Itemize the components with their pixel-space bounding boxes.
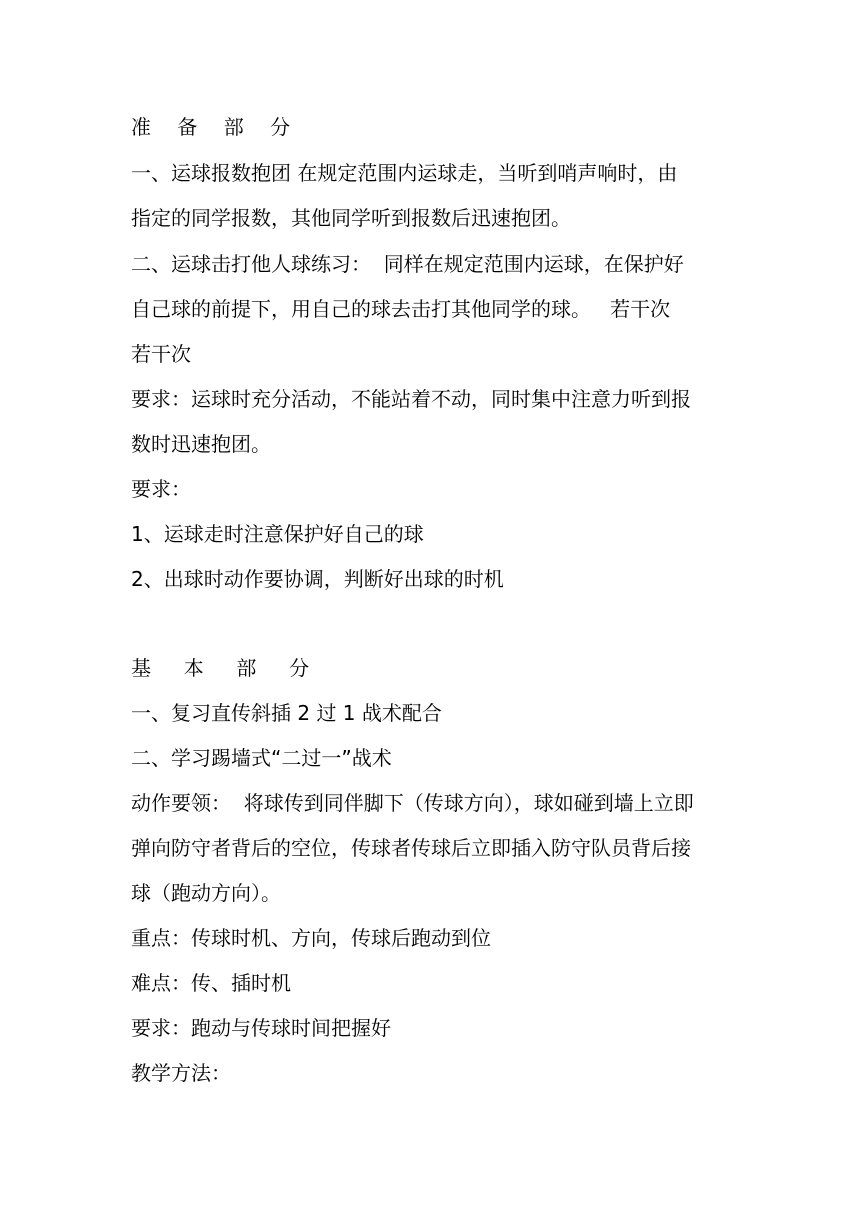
paragraph-line: 难点：传、插时机 xyxy=(131,971,291,995)
paragraph-line: 重点：传球时机、方向，传球后跑动到位 xyxy=(131,926,491,950)
paragraph-line: 指定的同学报数，其他同学听到报数后迅速抱团。 xyxy=(131,206,571,230)
paragraph-line: 弹向防守者背后的空位，传球者传球后立即插入防守队员背后接 xyxy=(131,836,691,860)
paragraph-line: 要求：运球时充分活动，不能站着不动，同时集中注意力听到报 xyxy=(131,387,691,411)
paragraph-line: 若干次 xyxy=(131,342,191,366)
list-item: 1、运球走时注意保护好自己的球 xyxy=(131,522,424,546)
paragraph-line: 二、运球击打他人球练习： 同样在规定范围内运球，在保护好 xyxy=(131,252,684,276)
paragraph-line: 教学方法： xyxy=(131,1061,231,1085)
section-heading-basic: 基 本 部 分 xyxy=(131,656,310,680)
paragraph-line: 一、运球报数抱团 在规定范围内运球走，当听到哨声响时，由 xyxy=(131,161,678,185)
paragraph-line: 自己球的前提下，用自己的球去击打其他同学的球。 若干次 xyxy=(131,297,671,321)
paragraph-line: 二、学习踢墙式“二过一”战术 xyxy=(131,746,392,770)
paragraph-line: 要求：跑动与传球时间把握好 xyxy=(131,1016,391,1040)
paragraph-line: 动作要领： 将球传到同伴脚下（传球方向），球如碰到墙上立即 xyxy=(131,791,694,815)
paragraph-line: 球（跑动方向）。 xyxy=(131,881,281,905)
list-item: 2、出球时动作要协调，判断好出球的时机 xyxy=(131,567,504,591)
paragraph-line: 一、复习直传斜插 2 过 1 战术配合 xyxy=(131,701,442,725)
section-heading-preparation: 准 备 部 分 xyxy=(131,115,291,139)
paragraph-line: 要求： xyxy=(131,477,191,501)
paragraph-line: 数时迅速抱团。 xyxy=(131,432,271,456)
